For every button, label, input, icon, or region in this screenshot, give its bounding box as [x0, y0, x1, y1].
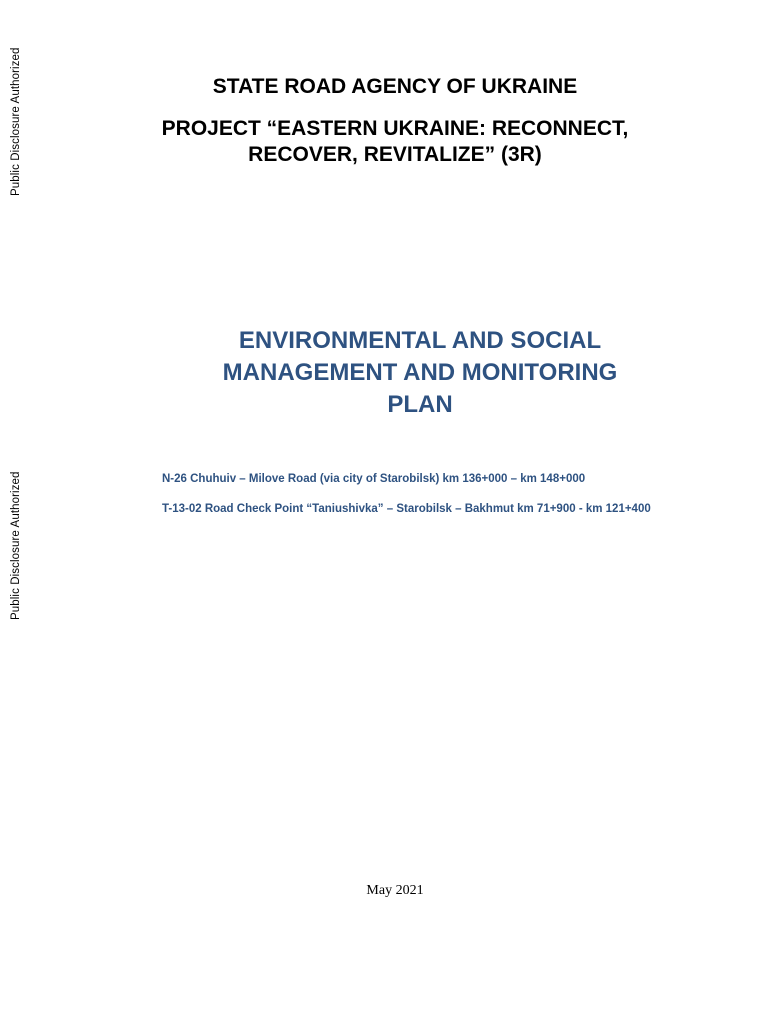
agency-name: STATE ROAD AGENCY OF UKRAINE	[212, 75, 578, 98]
project-title-line-1: PROJECT “EASTERN UKRAINE: RECONNECT,	[161, 117, 629, 140]
disclosure-stamp-top: Public Disclosure Authorized	[10, 47, 22, 196]
disclosure-stamp-middle: Public Disclosure Authorized	[10, 471, 22, 620]
road-section-2: T-13-02 Road Check Point “Taniushivka” – Starobilsk – Bakhmut km 71+900 - km 121+400	[162, 503, 651, 515]
publication-date: May 2021	[366, 883, 424, 898]
document-title-line-1: ENVIRONMENTAL AND SOCIAL	[238, 327, 602, 354]
document-title-line-3: PLAN	[387, 391, 453, 418]
road-section-1: N-26 Chuhuiv – Milove Road (via city of Starobilsk) km 136+000 – km 148+000	[162, 473, 586, 485]
project-title-line-2: RECOVER, REVITALIZE” (3R)	[248, 143, 542, 166]
document-title	[150, 325, 690, 421]
document-title-line-2: MANAGEMENT AND MONITORING	[222, 359, 618, 386]
project-title	[90, 116, 700, 168]
